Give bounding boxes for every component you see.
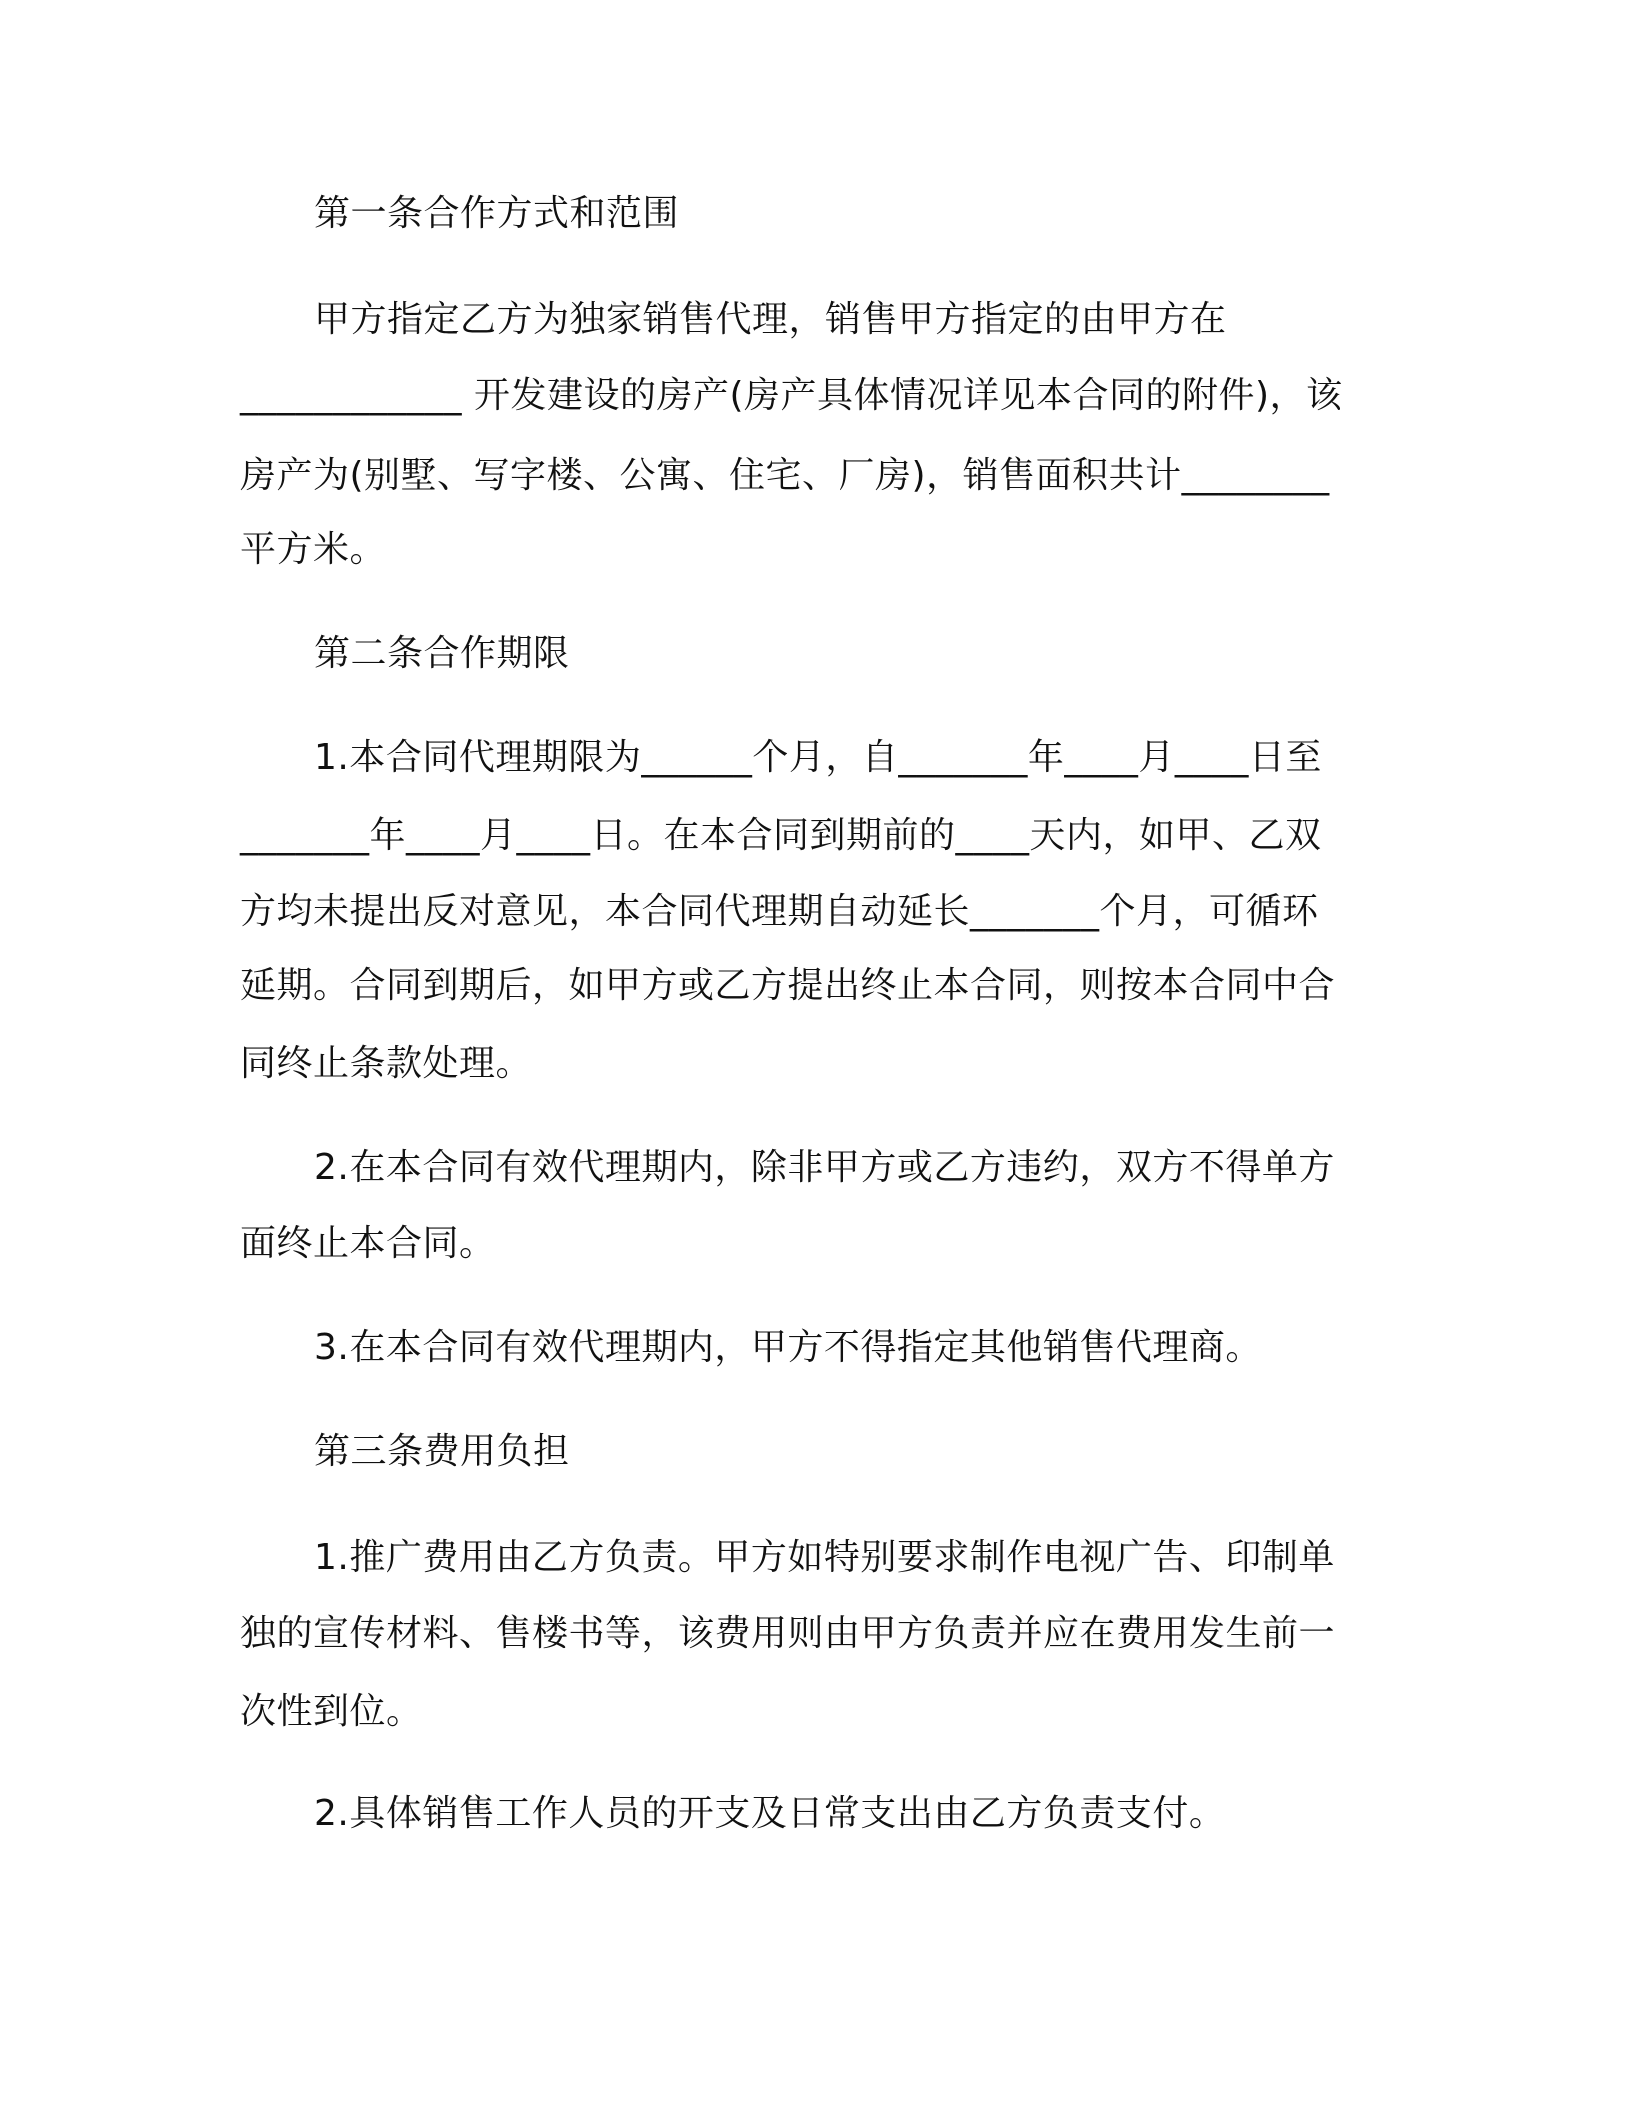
section3-item2-line-1: 2.具体销售工作人员的开支及日常支出由乙方负责支付。 [314, 1793, 1226, 1834]
section1-para-line-2: ____________ 开发建设的房产(房产具体情况详见本合同的附件)，该 [240, 375, 1343, 416]
section2-item2-line-1: 2.在本合同有效代理期内，除非甲方或乙方违约，双方不得单方 [314, 1147, 1335, 1188]
section2-heading: 第二条合作期限 [314, 633, 570, 674]
section1-para-line-1: 甲方指定乙方为独家销售代理，销售甲方指定的由甲方在 [314, 299, 1227, 340]
section3-item1-line-2: 独的宣传材料、售楼书等，该费用则由甲方负责并应在费用发生前一 [240, 1613, 1336, 1654]
section3-item1-line-1: 1.推广费用由乙方负责。甲方如特别要求制作电视广告、印制单 [314, 1537, 1335, 1578]
section2-item2-line-2: 面终止本合同。 [240, 1223, 496, 1264]
section3-item1-line-3: 次性到位。 [240, 1691, 423, 1732]
section2-item1-line-1: 1.本合同代理期限为______个月，自_______年____月____日至 [314, 737, 1322, 778]
section2-item1-line-5: 同终止条款处理。 [240, 1043, 533, 1084]
section3-heading: 第三条费用负担 [314, 1431, 570, 1472]
section2-item3-line-1: 3.在本合同有效代理期内，甲方不得指定其他销售代理商。 [314, 1327, 1262, 1368]
section1-para-line-4: 平方米。 [240, 529, 387, 570]
section2-item1-line-2: _______年____月____日。在本合同到期前的____天内，如甲、乙双 [240, 815, 1322, 856]
section2-item1-line-4: 延期。合同到期后，如甲方或乙方提出终止本合同，则按本合同中合 [240, 965, 1336, 1006]
section2-item1-line-3: 方均未提出反对意见，本合同代理期自动延长_______个月，可循环 [240, 891, 1319, 932]
section1-heading: 第一条合作方式和范围 [314, 193, 680, 234]
section1-para-line-3: 房产为(别墅、写字楼、公寓、住宅、厂房)，销售面积共计________ [240, 455, 1330, 496]
